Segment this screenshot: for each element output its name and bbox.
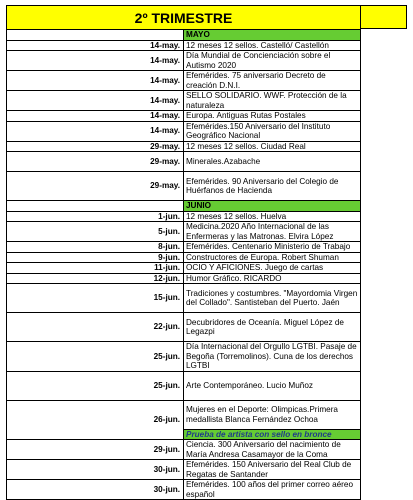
row-description: Tradiciones y costumbres. "Mayordomia Virgen del Collado". Santisteban del Puerto. Jaén: [184, 284, 361, 313]
table-row: [7, 284, 361, 313]
row-description: Humor Gráfico. RICARDO: [184, 273, 361, 284]
row-description: Mujeres en el Deporte: Olimpicas.Primera medallista Blanca Fernández Ochoa: [184, 400, 361, 429]
table-row: [7, 342, 361, 372]
row-date: 29-may.: [7, 172, 184, 201]
row-date: 9-jun.: [7, 252, 184, 263]
row-description: Día Mundial de Concienciación sobre el Autismo 2020: [184, 51, 361, 71]
month-row-mayo: [7, 30, 361, 41]
table-row: [7, 121, 361, 141]
row-date: 14-may.: [7, 51, 184, 71]
row-date: 30-jun.: [7, 460, 184, 480]
table-row: [7, 211, 361, 222]
row-description: 12 meses 12 sellos. Huelva: [184, 211, 361, 222]
row-date: 14-may.: [7, 71, 184, 91]
row-date: 8-jun.: [7, 242, 184, 253]
row-description: Efemérides.150 Aniversario del Instituto Geográfico Nacional: [184, 121, 361, 141]
table-row: [7, 111, 361, 122]
table-row: [7, 141, 361, 152]
table-row: [7, 460, 361, 480]
month-blank-cell: [7, 30, 184, 41]
table-row: [7, 222, 361, 242]
row-description: Ciencia. 300 Aniversario del nacimiento de María Andresa Casamayor de la Coma: [184, 440, 361, 460]
table-row: [7, 152, 361, 172]
row-description: Efemérides. 100 años del primer correo aéreo español: [184, 480, 361, 500]
row-description: Medicina.2020 Año Internacional de las Enfermeras y las Matronas. Elvira López: [184, 222, 361, 242]
table-row: [7, 252, 361, 263]
title-row: [7, 6, 361, 30]
row-description: Arte Contemporáneo. Lucio Muñoz: [184, 371, 361, 400]
row-date: 5-jun.: [7, 222, 184, 242]
row-description: Día Internacional del Orgullo LGTBI. Pasaje de Begoña (Torremolinos). Cuna de los derechos LGTBI: [184, 342, 361, 372]
table-row: [7, 40, 361, 51]
table-row: [7, 273, 361, 284]
row-description: Efemérides. 150 Aniversario del Real Club de Regatas de Santander: [184, 460, 361, 480]
table-row: [7, 400, 361, 429]
row-date: 15-jun.: [7, 284, 184, 313]
month-blank-cell: [7, 201, 184, 212]
row-description: 12 meses 12 sellos. Ciudad Real: [184, 141, 361, 152]
table-row: [7, 263, 361, 274]
row-description: OCIO Y AFICIONES. Juego de cartas: [184, 263, 361, 274]
row-date: 29-may.: [7, 152, 184, 172]
row-date: 25-jun.: [7, 371, 184, 400]
table-row: [7, 51, 361, 71]
row-description: Efemérides. Centenario Ministerio de Trabajo: [184, 242, 361, 253]
row-description: Efemérides. 90 Aniversario del Colegio de Huérfanos de Hacienda: [184, 172, 361, 201]
table-row: [7, 313, 361, 342]
table-row: [7, 480, 361, 500]
row-date: 12-jun.: [7, 273, 184, 284]
page-title: 2º TRIMESTRE: [7, 6, 361, 30]
table-row: [7, 91, 361, 111]
row-date: 22-jun.: [7, 313, 184, 342]
month-row-junio: [7, 201, 361, 212]
table-row: [7, 71, 361, 91]
title-side-fill: [361, 5, 407, 29]
row-date: 29-may.: [7, 141, 184, 152]
row-date: 26-jun.: [7, 400, 184, 440]
row-description: SELLO SOLIDARIO. WWF. Protección de la naturaleza: [184, 91, 361, 111]
calendar-table-wrapper: [6, 5, 361, 500]
row-date: 14-may.: [7, 111, 184, 122]
row-date: 1-jun.: [7, 211, 184, 222]
table-row: [7, 172, 361, 201]
row-date: 14-may.: [7, 40, 184, 51]
row-description: Constructores de Europa. Robert Shuman: [184, 252, 361, 263]
row-date: 29-jun.: [7, 440, 184, 460]
row-date: 11-jun.: [7, 263, 184, 274]
row-date: 14-may.: [7, 121, 184, 141]
stamp-calendar-table: [6, 5, 361, 500]
table-row: [7, 371, 361, 400]
row-description: 12 meses 12 sellos. Castelló/ Castellón: [184, 40, 361, 51]
row-note: Prueba de artista con sello en bronce: [184, 429, 361, 440]
row-date: 30-jun.: [7, 480, 184, 500]
row-description: Decubridores de Oceanía. Miguel López de Legazpi: [184, 313, 361, 342]
month-label: JUNIO: [184, 201, 361, 212]
row-date: 25-jun.: [7, 342, 184, 372]
row-description: Europa. Antiguas Rutas Postales: [184, 111, 361, 122]
row-description: Minerales.Azabache: [184, 152, 361, 172]
table-row: [7, 440, 361, 460]
row-description: Efemérides. 75 aniversario Decreto de creación D.N.I.: [184, 71, 361, 91]
row-date: 14-may.: [7, 91, 184, 111]
month-label: MAYO: [184, 30, 361, 41]
table-row: [7, 242, 361, 253]
